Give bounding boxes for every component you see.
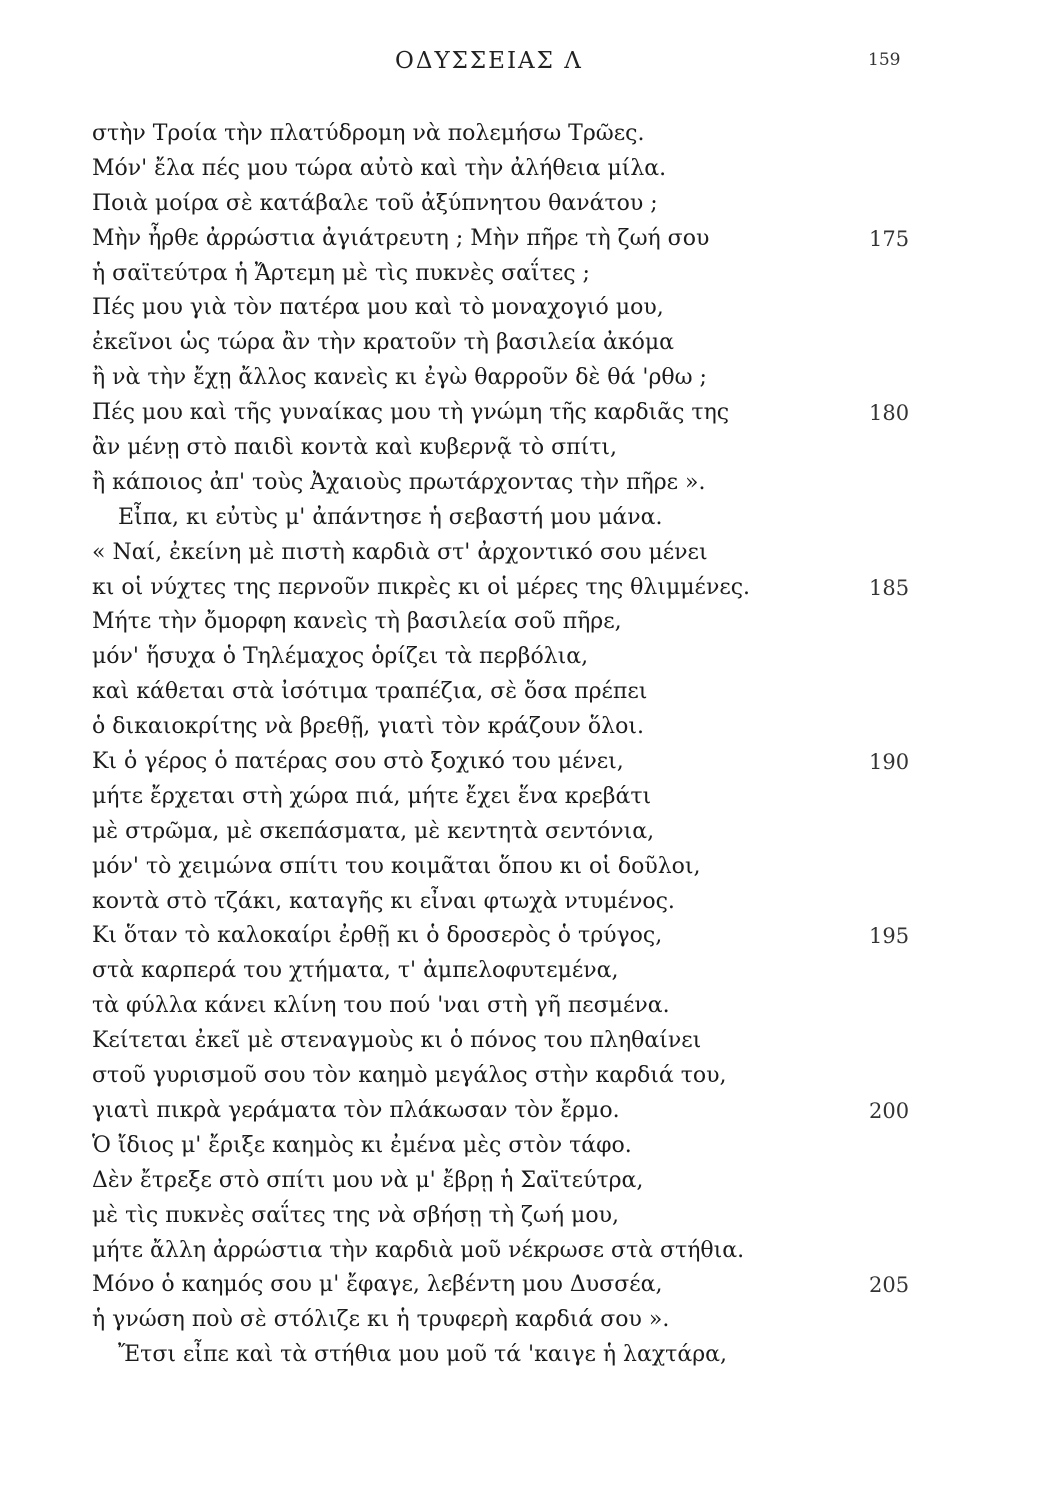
- verse-line-text: « Ναί, ἐκείνη μὲ πιστὴ καρδιὰ στ' ἀρχοντικό σου μένει: [92, 539, 708, 565]
- verse-line: [92, 396, 932, 431]
- verse-line-text: ἢ κάποιος ἀπ' τοὺς Ἀχαιοὺς πρωτάρχοντας τὴν πῆρε ».: [92, 469, 706, 495]
- verse-line-text: Εἶπα, κι εὐτὺς μ' ἀπάντησε ἡ σεβαστή μου μάνα.: [118, 504, 663, 530]
- verse-line: [92, 1059, 932, 1094]
- verse-line: [92, 605, 932, 640]
- verse-line-text: στὰ καρπερά του χτήματα, τ' ἀμπελοφυτεμένα,: [92, 958, 619, 984]
- verse-line-text: Ποιὰ μοίρα σὲ κατάβαλε τοῦ ἀξύπνητου θανάτου ;: [92, 190, 658, 216]
- verse-line-text: ἡ γνώση ποὺ σὲ στόλιζε κι ἡ τρυφερὴ καρδιά σου ».: [92, 1307, 670, 1333]
- verse-line: [92, 989, 932, 1024]
- verse-line-text: γιατὶ πικρὰ γεράματα τὸν πλάκωσαν τὸν ἔρμο.: [92, 1097, 620, 1123]
- verse-line: [92, 1024, 932, 1059]
- verse-line-text: μήτε ἔρχεται στὴ χώρα πιά, μήτε ἔχει ἕνα κρεβάτι: [92, 783, 652, 809]
- verse-line: [92, 1094, 932, 1129]
- running-head: [0, 48, 1057, 78]
- verse-line: [92, 1199, 932, 1234]
- verse-line: [92, 1164, 932, 1199]
- verse-line: [92, 675, 932, 710]
- verse-line: [92, 222, 932, 257]
- verse-line-text: τὰ φύλλα κάνει κλίνη του πού 'ναι στὴ γῆ πεσμένα.: [92, 993, 670, 1019]
- verse-line-text: μὲ στρῶμα, μὲ σκεπάσματα, μὲ κεντητὰ σεντόνια,: [92, 818, 655, 844]
- verse-line-text: μὲ τὶς πυκνὲς σαΐτες της νὰ σβήσῃ τὴ ζωή μου,: [92, 1202, 619, 1228]
- verse-line: [92, 780, 932, 815]
- verse-line: [92, 291, 932, 326]
- verse-line-text: Μήτε τὴν ὄμορφη κανεὶς τὴ βασιλεία σοῦ πῆρε,: [92, 609, 622, 635]
- verse-line: [92, 466, 932, 501]
- line-number: 200: [869, 1098, 910, 1123]
- verse-line: [92, 257, 932, 292]
- verse-line: [92, 1129, 932, 1164]
- verse-line: [92, 710, 932, 745]
- verse-line: [92, 640, 932, 675]
- verse-line-text: μήτε ἄλλη ἀρρώστια τὴν καρδιὰ μοῦ νέκρωσε στὰ στήθια.: [92, 1237, 745, 1263]
- verse-line-text: ἡ σαϊτεύτρα ἡ Ἄρτεμη μὲ τὶς πυκνὲς σαΐτες ;: [92, 260, 590, 286]
- verse-line: [92, 326, 932, 361]
- verse-line-text: Πές μου γιὰ τὸν πατέρα μου καὶ τὸ μοναχογιό μου,: [92, 295, 664, 321]
- line-number: 190: [869, 750, 910, 775]
- verse-line-text: κι οἱ νύχτες της περνοῦν πικρὲς κι οἱ μέρες της θλιμμένες.: [92, 574, 751, 600]
- verse-line-text: Δὲν ἔτρεξε στὸ σπίτι μου νὰ μ' ἔβρῃ ἡ Σαϊτεύτρα,: [92, 1167, 644, 1193]
- verse-line-text: Ὁ ἴδιος μ' ἔριξε καημὸς κι ἐμένα μὲς στὸν τάφο.: [92, 1132, 632, 1158]
- verse-line-text: ὁ δικαιοκρίτης νὰ βρεθῇ, γιατὶ τὸν κράζουν ὅλοι.: [92, 714, 644, 740]
- verse-line: [92, 1268, 932, 1303]
- verse-line: [92, 361, 932, 396]
- verse-line-text: μόν' ἥσυχα ὁ Τηλέμαχος ὁρίζει τὰ περβόλια,: [92, 644, 589, 670]
- verse-line-text: Μὴν ἦρθε ἀρρώστια ἀγιάτρευτη ; Μὴν πῆρε τὴ ζωή σου: [92, 225, 710, 251]
- verse-line: [92, 1338, 932, 1373]
- verse-line-text: Μόνο ὁ καημός σου μ' ἔφαγε, λεβέντη μου Δυσσέα,: [92, 1272, 663, 1298]
- verse-line-text: Πές μου καὶ τῆς γυναίκας μου τὴ γνώμη τῆς καρδιᾶς της: [92, 400, 730, 426]
- line-number: 205: [869, 1273, 910, 1298]
- verse-line-text: ἐκεῖνοι ὡς τώρα ἂν τὴν κρατοῦν τὴ βασιλεία ἀκόμα: [92, 330, 674, 356]
- verse-line: [92, 745, 932, 780]
- verse-line-text: κοντὰ στὸ τζάκι, καταγῆς κι εἶναι φτωχὰ ντυμένος.: [92, 888, 675, 914]
- verse-line-text: Κι ὅταν τὸ καλοκαίρι ἐρθῇ κι ὁ δροσερὸς ὁ τρύγος,: [92, 923, 663, 949]
- line-number: 180: [869, 401, 910, 426]
- verse-line: [92, 954, 932, 989]
- page-number: 159: [868, 50, 901, 70]
- verse-line-text: Μόν' ἔλα πές μου τώρα αὐτὸ καὶ τὴν ἀλήθεια μίλα.: [92, 155, 667, 181]
- verse-line: [92, 536, 932, 571]
- verse-text-block: [92, 117, 932, 1373]
- verse-line-text: ἂν μένῃ στὸ παιδὶ κοντὰ καὶ κυβερνᾷ τὸ σπίτι,: [92, 435, 618, 461]
- verse-line-text: καὶ κάθεται στὰ ἰσότιμα τραπέζια, σὲ ὅσα πρέπει: [92, 679, 648, 705]
- verse-line: [92, 815, 932, 850]
- verse-line-text: στοῦ γυρισμοῦ σου τὸν καημὸ μεγάλος στὴν καρδιά του,: [92, 1063, 727, 1089]
- line-number: 185: [869, 575, 910, 600]
- verse-line: [92, 1234, 932, 1269]
- running-title: ΟΔΥΣΣΕΙΑΣ Λ: [395, 48, 583, 74]
- verse-line: [92, 501, 932, 536]
- line-number: 195: [869, 924, 910, 949]
- verse-line-text: Ἔτσι εἶπε καὶ τὰ στήθια μου μοῦ τά 'καιγε ἡ λαχτάρα,: [118, 1342, 727, 1368]
- verse-line: [92, 1303, 932, 1338]
- verse-line: [92, 571, 932, 606]
- verse-line: [92, 919, 932, 954]
- verse-line: [92, 431, 932, 466]
- verse-line: [92, 850, 932, 885]
- verse-line: [92, 117, 932, 152]
- verse-line-text: ἢ νὰ τὴν ἔχῃ ἄλλος κανεὶς κι ἐγὼ θαρροῦν δὲ θά 'ρθω ;: [92, 365, 707, 391]
- verse-line-text: μόν' τὸ χειμώνα σπίτι του κοιμᾶται ὅπου κι οἱ δοῦλοι,: [92, 853, 701, 879]
- verse-line-text: στὴν Τροία τὴν πλατύδρομη νὰ πολεμήσω Τρῶες.: [92, 121, 645, 146]
- verse-line-text: Κι ὁ γέρος ὁ πατέρας σου στὸ ξοχικό του μένει,: [92, 749, 624, 775]
- verse-line: [92, 187, 932, 222]
- line-number: 175: [869, 226, 910, 251]
- verse-line-text: Κείτεται ἐκεῖ μὲ στεναγμοὺς κι ὁ πόνος του πληθαίνει: [92, 1028, 702, 1054]
- verse-line: [92, 152, 932, 187]
- verse-line: [92, 885, 932, 920]
